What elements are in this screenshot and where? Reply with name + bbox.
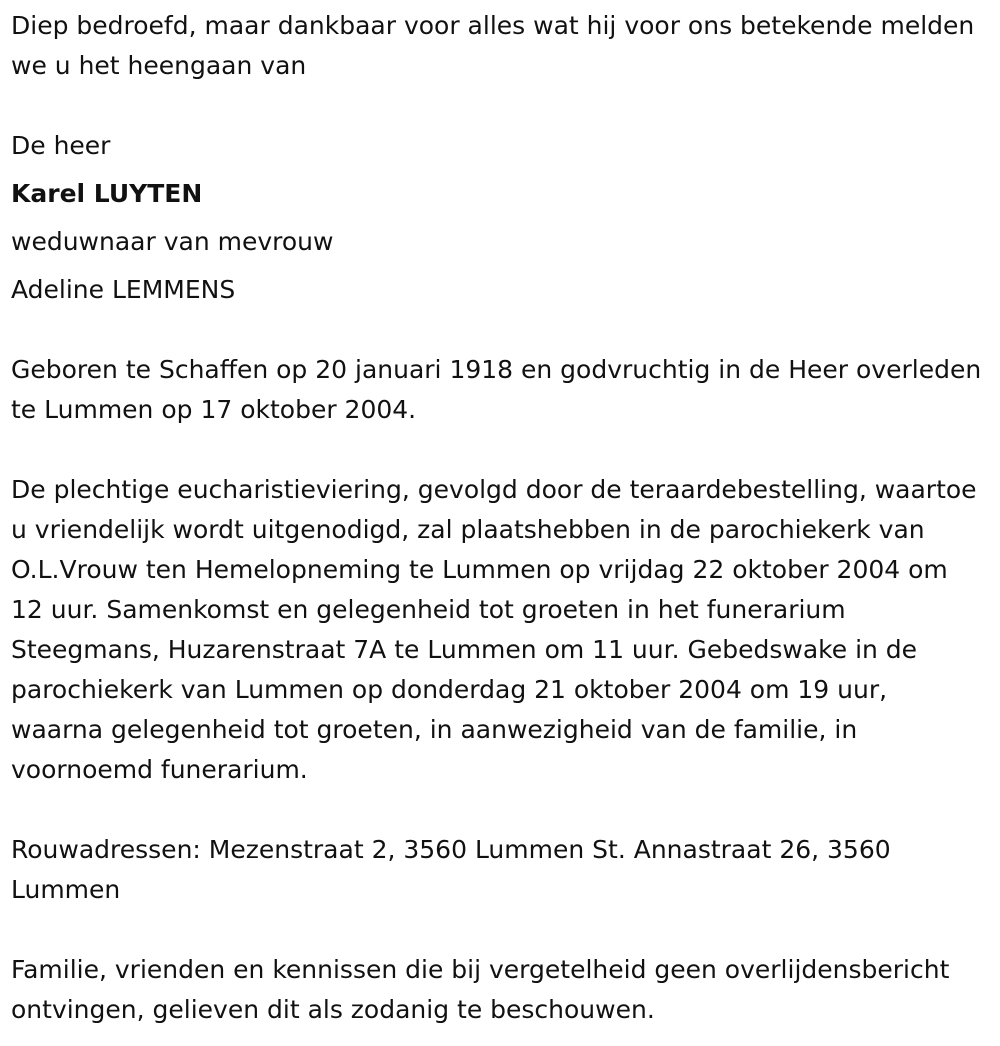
spacer (11, 790, 986, 830)
spouse-name: Adeline LEMMENS (11, 275, 236, 304)
addresses-text: Rouwadressen: Mezenstraat 2, 3560 Lummen St. Annastraat 26, 3560 Lummen (11, 835, 891, 904)
birth-death-text: Geboren te Schaffen op 20 januari 1918 en godvruchtig in de Heer overleden te Lummen op 17 oktober 2004. (11, 355, 982, 424)
spacer (11, 310, 986, 350)
salutation: De heer (11, 131, 111, 160)
spacer (11, 86, 986, 126)
spacer (11, 910, 986, 950)
death-notice (11, 6, 986, 1030)
intro-text: Diep bedroefd, maar dankbaar voor alles wat hij voor ons betekende melden we u het heengaan van (11, 11, 975, 80)
relation-text: weduwnaar van mevrouw (11, 227, 334, 256)
ceremony-text: De plechtige eucharistieviering, gevolgd door de teraardebestelling, waartoe u vriendelijk wordt uitgenodigd, zal plaatshebben in de parochiekerk van O.L.Vrouw ten Hemelopneming te Lummen op vrijdag 22 oktober 2004 om 12 uur. Samenkomst en gelegenheid tot groeten in het funerarium Steegmans, Huzarenstraat 7A te Lummen om 11 uur. Gebedswake in de parochiekerk van Lummen op donderdag 21 oktober 2004 om 19 uur, waarna gelegenheid tot groeten, in aanwezigheid van de familie, in voornoemd funerarium. (11, 475, 977, 784)
deceased-name: Karel LUYTEN (11, 179, 203, 208)
spacer (11, 430, 986, 470)
closing-text: Familie, vrienden en kennissen die bij vergetelheid geen overlijdensbericht ontvingen, gelieven dit als zodanig te beschouwen. (11, 955, 950, 1024)
